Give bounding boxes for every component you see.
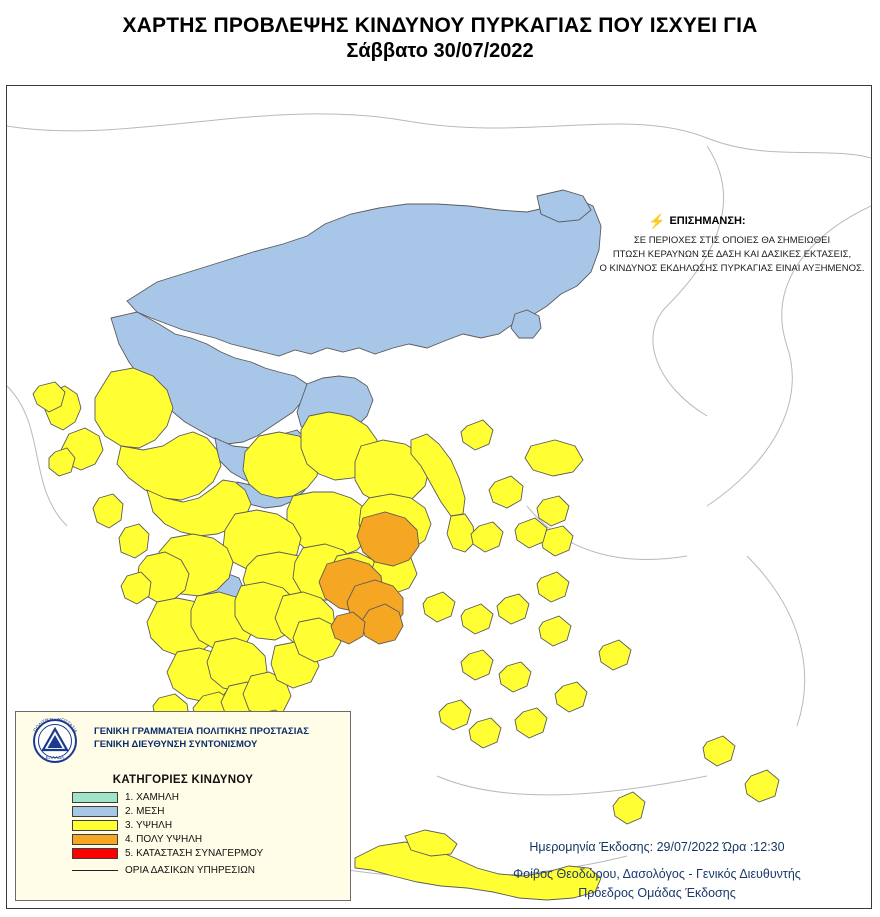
legend-swatch-alarm — [72, 848, 118, 859]
civil-protection-logo-icon — [24, 718, 86, 764]
page-title — [0, 0, 880, 63]
legend-items — [72, 790, 342, 860]
legend-organization — [94, 718, 309, 752]
legend-swatch-very-high — [72, 834, 118, 845]
author-line-2: Πρόεδρος Ομάδας Έκδοσης — [578, 885, 736, 900]
notice-heading-row — [648, 214, 872, 228]
issue-datetime: Ημερομηνία Έκδοσης: 29/07/2022 Ώρα :12:30 — [529, 840, 785, 854]
legend-swatch-high — [72, 820, 118, 831]
legend-item-very-high — [72, 832, 342, 846]
notice-body-line-3: Ο ΚΙΝΔΥΝΟΣ ΕΚΔΗΛΩΣΗΣ ΠΥΡΚΑΓΙΑΣ ΕΙΝΑΙ ΑΥΞΗΜΕΝΟΣ. — [599, 262, 865, 274]
notice-heading: ΕΠΙΣΗΜΑΝΣΗ: — [669, 215, 746, 227]
legend-org-line-1: ΓΕΝΙΚΗ ΓΡΑΜΜΑΤΕΙΑ ΠΟΛΙΤΙΚΗΣ ΠΡΟΣΤΑΣΙΑΣ — [94, 726, 309, 737]
legend-item-low — [72, 790, 342, 804]
legend-label-high: 3. ΥΨΗΛΗ — [125, 819, 173, 831]
svg-text:ΕΛΛΑΔΑ: ΕΛΛΑΔΑ — [45, 755, 65, 760]
notice-body-line-1: ΣΕ ΠΕΡΙΟΧΕΣ ΣΤΙΣ ΟΠΟΙΕΣ ΘΑ ΣΗΜΕΙΩΘΕΙ — [633, 235, 831, 246]
title-line-2: Σάββατο 30/07/2022 — [346, 39, 534, 62]
legend-header — [24, 718, 342, 764]
legend-swatch-low — [72, 792, 118, 803]
notice-body-line-2: ΠΤΩΣΗ ΚΕΡΑΥΝΩΝ ΣΕ ΔΑΣΗ ΚΑΙ ΔΑΣΙΚΕΣ ΕΚΤΑΣΕΙΣ, — [612, 248, 852, 260]
notice-block — [592, 214, 872, 275]
legend-swatch-medium — [72, 806, 118, 817]
legend-boundary-row — [72, 865, 342, 876]
legend-item-high — [72, 818, 342, 832]
legend-label-low: 1. ΧΑΜΗΛΗ — [125, 791, 179, 803]
map-frame — [6, 85, 872, 909]
boundary-line-icon — [72, 870, 118, 871]
legend-label-alarm: 5. ΚΑΤΑΣΤΑΣΗ ΣΥΝΑΓΕΡΜΟΥ — [125, 847, 264, 859]
legend-org-line-2: ΓΕΝΙΚΗ ΔΙΕΥΘΥΝΣΗ ΣΥΝΤΟΝΙΣΜΟΥ — [94, 738, 258, 750]
title-line-1: ΧΑΡΤΗΣ ΠΡΟΒΛΕΨΗΣ ΚΙΝΔΥΝΟΥ ΠΥΡΚΑΓΙΑΣ ΠΟΥ ΙΣΧΥΕΙ ΓΙΑ — [122, 14, 758, 37]
author-line-1: Φοίβος Θεοδώρου, Δασολόγος - Γενικός Διευθυντής — [513, 866, 801, 881]
credits-block — [445, 838, 869, 902]
legend-label-boundary: ΟΡΙΑ ΔΑΣΙΚΩΝ ΥΠΗΡΕΣΙΩΝ — [125, 865, 255, 876]
notice-body — [592, 234, 872, 275]
legend-label-very-high: 4. ΠΟΛΥ ΥΨΗΛΗ — [125, 833, 203, 845]
legend-title: ΚΑΤΗΓΟΡΙΕΣ ΚΙΝΔΥΝΟΥ — [112, 774, 254, 786]
legend-label-medium: 2. ΜΕΣΗ — [125, 805, 165, 817]
legend-item-alarm — [72, 846, 342, 860]
lightning-bolt-icon: ⚡ — [648, 213, 666, 229]
svg-text:ΠΟΛΙΤΙΚΗ ΠΡΟΣΤΑΣΙΑ: ΠΟΛΙΤΙΚΗ ΠΡΟΣΤΑΣΙΑ — [32, 718, 79, 734]
legend-panel — [15, 711, 351, 901]
legend-item-medium — [72, 804, 342, 818]
